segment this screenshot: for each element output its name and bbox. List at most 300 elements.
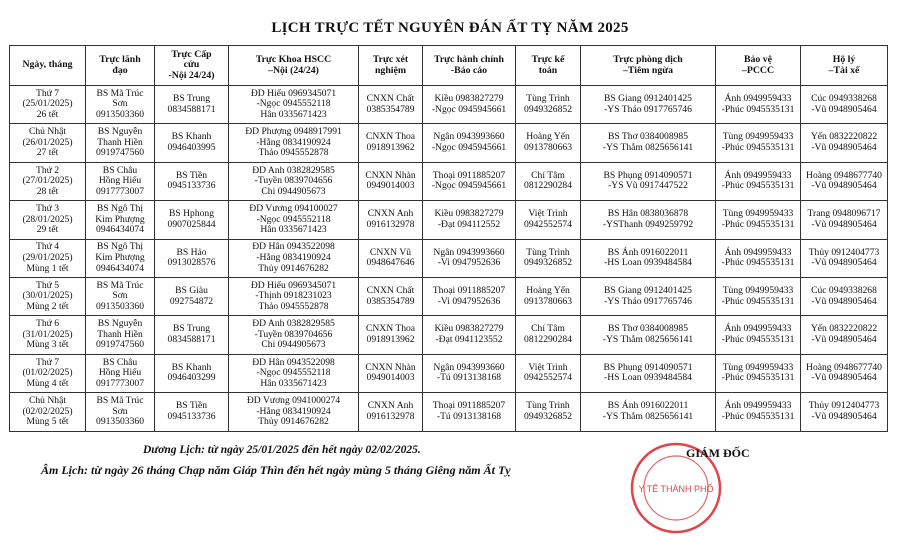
cell-line: Thứ 7: [35, 87, 60, 99]
cell-line: 0385354789: [366, 103, 415, 115]
table-row: [10, 354, 888, 392]
header-line: Trực lãnh: [99, 53, 141, 65]
cell-line: -Phúc 0945535131: [721, 295, 795, 307]
cell-line: Mùng 1 tết: [26, 262, 69, 274]
cell-line: -Vũ 0948905464: [811, 410, 877, 422]
cell-line: -Vũ 0948905464: [811, 142, 877, 154]
cell-line: Ánh 0949959433: [724, 323, 792, 335]
cell-line: Mùng 5 tết: [26, 416, 69, 428]
cell-line: 0945133736: [167, 180, 216, 192]
cell-line: BS Ngô Thị: [96, 241, 144, 253]
cell-line: -Ngọc 0945552118: [256, 213, 331, 225]
table-cell: [86, 124, 155, 162]
cell-line: Ngân 0943993660: [433, 246, 505, 258]
cell-line: Thủy 0914676282: [258, 262, 329, 274]
cell-line: (30/01/2025): [22, 290, 73, 302]
cell-line: CNXN Chất: [366, 93, 415, 105]
note-duong-lich: Dương Lịch: từ ngày 25/01/2025 đến hết ngày 02/02/2025.: [143, 444, 421, 456]
cell-line: (25/01/2025): [22, 98, 73, 110]
cell-line: ĐD Hiếu 0969345071: [250, 279, 337, 291]
table-row: [10, 86, 888, 124]
cell-line: BS Mã Trúc: [96, 279, 144, 291]
cell-line: 0913503360: [96, 300, 144, 312]
table-cell: [10, 201, 86, 239]
table-cell: [516, 354, 581, 392]
cell-line: ĐD Anh 0382829585: [252, 164, 335, 176]
table-cell: [359, 239, 423, 277]
cell-line: Hoàng Yến: [526, 285, 570, 297]
cell-line: Mùng 4 tết: [26, 377, 69, 389]
header-line: Trực Khoa HSCC: [255, 53, 332, 65]
table-cell: [516, 316, 581, 354]
table-cell: [86, 354, 155, 392]
cell-line: 0913780663: [524, 142, 572, 154]
cell-line: 0949326852: [524, 103, 572, 115]
table-cell: [86, 201, 155, 239]
cell-line: Ánh 0949959433: [724, 93, 792, 105]
cell-line: Việt Trình: [528, 361, 568, 373]
cell-line: 0916132978: [366, 410, 415, 422]
cell-line: -HS Loan 0939484584: [604, 372, 692, 384]
table-cell: [155, 393, 229, 431]
cell-line: BS Nguyễn: [97, 126, 143, 138]
cell-line: 0949014003: [366, 180, 415, 192]
column-header: [581, 46, 716, 86]
cell-line: -Tuyền 0839704656: [254, 175, 333, 187]
table-cell: [359, 316, 423, 354]
table-cell: [229, 239, 359, 277]
cell-line: Ngân 0943993660: [433, 131, 505, 143]
cell-line: 0946403995: [167, 142, 216, 154]
cell-line: -Vũ 0948905464: [811, 180, 877, 192]
cell-line: (28/01/2025): [22, 213, 73, 225]
cell-line: (31/01/2025): [22, 328, 73, 340]
cell-line: BS Hphong: [168, 208, 215, 220]
cell-line: BS Tiền: [175, 169, 208, 181]
cell-line: -Phúc 0945535131: [721, 334, 795, 346]
cell-line: -Ngọc 0945945661: [431, 180, 507, 192]
table-cell: [229, 277, 359, 315]
column-header: [155, 46, 229, 86]
table-cell: [229, 316, 359, 354]
cell-line: 0812290284: [524, 334, 572, 346]
cell-line: 0917773007: [96, 377, 144, 389]
table-cell: [716, 86, 801, 124]
table-cell: [423, 201, 516, 239]
cell-line: 0913780663: [524, 295, 572, 307]
column-header: [86, 46, 155, 86]
cell-line: -YS Vũ 0917447522: [608, 180, 688, 192]
cell-line: 26 tết: [36, 108, 59, 120]
cell-line: 0949326852: [524, 410, 572, 422]
column-header: [229, 46, 359, 86]
cell-line: ĐD Anh 0382829585: [252, 318, 335, 330]
cell-line: -Phúc 0945535131: [721, 410, 795, 422]
cell-line: Chí Tâm: [531, 323, 565, 335]
cell-line: 0919747560: [96, 339, 144, 351]
table-row: [10, 201, 888, 239]
table-cell: [716, 124, 801, 162]
cell-line: ĐD Phượng 0948917991: [245, 126, 342, 138]
table-row: [10, 316, 888, 354]
header-line: –Nội (24/24): [268, 64, 319, 76]
cell-line: Chi 0944905673: [261, 339, 326, 351]
cell-line: Cúc 0949338268: [811, 285, 877, 297]
table-cell: [155, 277, 229, 315]
duty-schedule-table: [9, 45, 888, 432]
table-cell: [155, 354, 229, 392]
table-cell: [423, 316, 516, 354]
cell-line: Hồng Hiếu: [98, 175, 142, 187]
table-cell: [423, 239, 516, 277]
column-header: [516, 46, 581, 86]
header-line: -Nội 24/24): [168, 69, 215, 81]
cell-line: BS Giàu: [175, 285, 208, 297]
cell-line: Hoàng 0948677740: [806, 361, 882, 373]
cell-line: -Tú 0913138168: [436, 410, 502, 422]
table-cell: [359, 354, 423, 392]
cell-line: Thanh Hiền: [97, 328, 143, 340]
cell-line: 27 tết: [36, 147, 59, 159]
table-cell: [801, 201, 888, 239]
cell-line: 0913028576: [167, 257, 216, 269]
note-am-lich: Âm Lịch: từ ngày 26 tháng Chạp năm Giáp Thìn đến hết ngày mùng 5 tháng Giêng năm Ất Tỵ: [41, 463, 511, 477]
table-cell: [10, 354, 86, 392]
table-cell: [716, 162, 801, 200]
table-cell: [10, 162, 86, 200]
header-line: Trực Cấp: [171, 48, 212, 60]
cell-line: 0946434074: [96, 262, 144, 274]
cell-line: BS Trung: [172, 323, 211, 335]
cell-line: Thứ 5: [35, 279, 60, 291]
cell-line: -YSThanh 0949259792: [602, 218, 694, 230]
cell-line: Kiều 0983827279: [434, 208, 504, 220]
table-cell: [516, 393, 581, 431]
table-row: [10, 124, 888, 162]
cell-line: 0948647646: [366, 257, 415, 269]
table-cell: [516, 201, 581, 239]
cell-line: Việt Trình: [528, 208, 568, 220]
cell-line: Hồng Hiếu: [98, 367, 142, 379]
cell-line: Sơn: [112, 98, 128, 110]
table-cell: [359, 86, 423, 124]
cell-line: -Vũ 0948905464: [811, 257, 877, 269]
cell-line: CNXN Anh: [367, 400, 414, 412]
cell-line: Hoàng 0948677740: [806, 169, 882, 181]
cell-line: Tùng Trình: [526, 400, 570, 412]
cell-line: 0946403299: [167, 372, 216, 384]
cell-line: Ánh 0949959433: [724, 169, 792, 181]
cell-line: 092754872: [169, 295, 214, 307]
table-cell: [86, 277, 155, 315]
cell-line: 0945133736: [167, 410, 216, 422]
cell-line: Hoàng Yến: [526, 131, 570, 143]
cell-line: -Ngọc 0945552118: [256, 367, 331, 379]
cell-line: 0918913962: [366, 142, 415, 154]
header-line: Trực phòng dịch: [613, 53, 683, 65]
cell-line: BS Thơ 0384008985: [607, 323, 689, 335]
header-line: Bảo vệ: [743, 53, 773, 65]
header-line: cứu: [183, 59, 200, 71]
header-row: [10, 46, 888, 86]
column-header: [716, 46, 801, 86]
cell-line: CNXN Chất: [366, 285, 415, 297]
cell-line: Hân 0335671423: [260, 108, 327, 120]
table-cell: [86, 239, 155, 277]
cell-line: 29 tết: [36, 224, 59, 236]
cell-line: BS Khanh: [171, 131, 212, 143]
table-cell: [516, 86, 581, 124]
cell-line: BS Ngô Thị: [96, 202, 144, 214]
table-cell: [229, 86, 359, 124]
cell-line: Mùng 3 tết: [26, 339, 69, 351]
cell-line: (26/01/2025): [22, 136, 73, 148]
cell-line: BS Thơ 0384008985: [607, 131, 689, 143]
cell-line: -Đạt 0941123552: [435, 334, 503, 346]
table-cell: [716, 393, 801, 431]
table-cell: [86, 86, 155, 124]
table-cell: [581, 124, 716, 162]
table-cell: [10, 277, 86, 315]
cell-line: Thứ 2: [35, 164, 60, 176]
table-cell: [516, 124, 581, 162]
cell-line: BS Giang 0912401425: [604, 93, 692, 105]
cell-line: CNXN Thoa: [365, 131, 416, 143]
table-cell: [581, 239, 716, 277]
cell-line: -Hằng 0834190924: [256, 405, 331, 417]
cell-line: 0907025844: [167, 218, 216, 230]
table-cell: [155, 239, 229, 277]
cell-line: Thảo 0945552878: [258, 147, 329, 159]
table-cell: [801, 393, 888, 431]
cell-line: -Vũ 0948905464: [811, 372, 877, 384]
table-cell: [86, 393, 155, 431]
cell-line: Yến 0832220822: [810, 131, 878, 143]
cell-line: -Hằng 0834190924: [256, 136, 331, 148]
cell-line: -YS Thắm 0825656141: [602, 410, 694, 422]
table-cell: [229, 124, 359, 162]
cell-line: Cúc 0949338268: [811, 93, 877, 105]
cell-line: Tùng Trình: [526, 93, 570, 105]
cell-line: Thứ 6: [35, 318, 60, 330]
cell-line: Thứ 3: [35, 202, 60, 214]
table-cell: [423, 124, 516, 162]
table-cell: [716, 316, 801, 354]
header-line: nghiệm: [374, 64, 407, 76]
cell-line: BS Phụng 0914090571: [603, 361, 693, 373]
cell-line: 0913503360: [96, 108, 144, 120]
cell-line: ĐD Hiếu 0969345071: [250, 87, 337, 99]
cell-line: Chi 0944905673: [261, 185, 326, 197]
table-cell: [581, 162, 716, 200]
cell-line: CNXN Thoa: [365, 323, 416, 335]
table-cell: [359, 393, 423, 431]
cell-line: BS Ánh 0916022011: [607, 246, 689, 258]
cell-line: Yến 0832220822: [810, 323, 878, 335]
cell-line: ĐD Vương 0941000274: [246, 394, 341, 406]
header-line: –Tài xế: [828, 64, 860, 76]
cell-line: 0913503360: [96, 416, 144, 428]
table-cell: [801, 86, 888, 124]
cell-line: BS Tiền: [175, 400, 208, 412]
cell-line: Ánh 0949959433: [724, 400, 792, 412]
table-cell: [423, 277, 516, 315]
cell-line: Tùng 0949959433: [722, 131, 794, 143]
table-cell: [155, 316, 229, 354]
table-cell: [581, 277, 716, 315]
cell-line: CNXN Nhàn: [365, 361, 416, 373]
header-line: -Báo cáo: [450, 64, 488, 76]
header-line: –Tiêm ngừa: [622, 64, 674, 76]
cell-line: -YS Thảo 0917765746: [604, 103, 692, 115]
column-header: [10, 46, 86, 86]
table-cell: [155, 86, 229, 124]
table-cell: [359, 201, 423, 239]
table-cell: [801, 316, 888, 354]
cell-line: Trang 0948096717: [807, 208, 881, 220]
table-cell: [801, 277, 888, 315]
cell-line: BS Mã Trúc: [96, 394, 144, 406]
table-cell: [155, 124, 229, 162]
cell-line: -YS Thắm 0825656141: [602, 334, 694, 346]
cell-line: BS Ánh 0916022011: [607, 400, 689, 412]
cell-line: Kim Phượng: [95, 213, 145, 225]
cell-line: (27/01/2025): [22, 175, 73, 187]
table-cell: [10, 316, 86, 354]
table-cell: [516, 162, 581, 200]
signature-title: GIÁM ĐỐC: [686, 446, 750, 460]
table-cell: [581, 354, 716, 392]
table-row: [10, 277, 888, 315]
table-cell: [229, 201, 359, 239]
table-cell: [10, 239, 86, 277]
cell-line: -Vi 0947952636: [437, 295, 501, 307]
cell-line: -Phúc 0945535131: [721, 180, 795, 192]
table-cell: [229, 393, 359, 431]
cell-line: -YS Thảo 0917765746: [604, 295, 692, 307]
table-cell: [801, 124, 888, 162]
cell-line: 0917773007: [96, 185, 144, 197]
cell-line: 0812290284: [524, 180, 572, 192]
table-cell: [229, 162, 359, 200]
cell-line: BS Châu: [102, 164, 138, 176]
cell-line: Kiều 0983827279: [434, 323, 504, 335]
table-cell: [516, 239, 581, 277]
cell-line: -YS Thắm 0825656141: [602, 142, 694, 154]
cell-line: 0385354789: [366, 295, 415, 307]
cell-line: Chủ Nhật: [28, 126, 67, 138]
cell-line: Thủy 0914676282: [258, 416, 329, 428]
cell-line: -Tuyền 0839704656: [254, 328, 333, 340]
cell-line: Tùng 0949959433: [722, 285, 794, 297]
cell-line: BS Phụng 0914090571: [603, 169, 693, 181]
cell-line: BS Hân 0838036878: [607, 208, 689, 220]
header-line: đạo: [112, 64, 128, 76]
table-cell: [801, 239, 888, 277]
cell-line: -Vũ 0948905464: [811, 218, 877, 230]
cell-line: Tùng Trình: [526, 246, 570, 258]
cell-line: Tùng 0949959433: [722, 208, 794, 220]
cell-line: 0918913962: [366, 334, 415, 346]
table-row: [10, 162, 888, 200]
cell-line: BS Nguyễn: [97, 318, 143, 330]
cell-line: CNXN Vũ: [369, 246, 412, 258]
cell-line: (01/02/2025): [22, 367, 73, 379]
table-cell: [229, 354, 359, 392]
cell-line: -HS Loan 0939484584: [604, 257, 692, 269]
cell-line: -Vũ 0948905464: [811, 103, 877, 115]
cell-line: ĐD Hân 0943522098: [252, 356, 335, 368]
table-cell: [581, 316, 716, 354]
cell-line: Thoại 0911885207: [432, 169, 506, 181]
cell-line: Ngân 0943993660: [433, 361, 505, 373]
cell-line: -Ngọc 0945945661: [431, 103, 507, 115]
cell-line: -Ngọc 0945552118: [256, 98, 331, 110]
cell-line: Hân 0335671423: [260, 224, 327, 236]
cell-line: (02/02/2025): [22, 405, 73, 417]
table-cell: [10, 393, 86, 431]
cell-line: 0946434074: [96, 224, 144, 236]
cell-line: Thảo 0945552878: [258, 300, 329, 312]
table-cell: [801, 354, 888, 392]
cell-line: -Phúc 0945535131: [721, 257, 795, 269]
table-cell: [155, 162, 229, 200]
table-cell: [581, 201, 716, 239]
cell-line: 0942552574: [524, 372, 572, 384]
cell-line: ĐD Vương 094100027: [249, 202, 338, 214]
cell-line: Mùng 2 tết: [26, 300, 69, 312]
cell-line: Thứ 4: [35, 241, 60, 253]
table-cell: [86, 162, 155, 200]
page-title: LỊCH TRỰC TẾT NGUYÊN ĐÁN ẤT TỴ NĂM 2025: [271, 20, 629, 36]
cell-line: 0919747560: [96, 147, 144, 159]
table-cell: [801, 162, 888, 200]
cell-line: 0834588171: [167, 103, 216, 115]
cell-line: 0949326852: [524, 257, 572, 269]
cell-line: Sơn: [112, 405, 128, 417]
cell-line: Chí Tâm: [531, 169, 565, 181]
cell-line: -Vi 0947952636: [437, 257, 501, 269]
table-cell: [423, 162, 516, 200]
cell-line: BS Châu: [102, 356, 138, 368]
table-row: [10, 239, 888, 277]
cell-line: (29/01/2025): [22, 251, 73, 263]
cell-line: Kiều 0983827279: [434, 93, 504, 105]
cell-line: Kim Phượng: [95, 251, 145, 263]
cell-line: CNXN Anh: [367, 208, 414, 220]
header-line: Trực kế: [531, 53, 565, 65]
cell-line: Thủy 0912404773: [808, 400, 880, 412]
cell-line: Thủy 0912404773: [808, 246, 880, 258]
header-line: toán: [538, 64, 558, 76]
table-cell: [423, 86, 516, 124]
cell-line: -Phúc 0945535131: [721, 372, 795, 384]
table-cell: [155, 201, 229, 239]
cell-line: BS Giang 0912401425: [604, 285, 692, 297]
column-header: [359, 46, 423, 86]
table-cell: [423, 354, 516, 392]
cell-line: -Thịnh 0918231023: [255, 290, 332, 302]
table-cell: [716, 354, 801, 392]
cell-line: -Phúc 0945535131: [721, 103, 795, 115]
cell-line: 0834588171: [167, 334, 216, 346]
cell-line: ĐD Hân 0943522098: [252, 241, 335, 253]
cell-line: Thanh Hiền: [97, 136, 143, 148]
cell-line: BS Trung: [172, 93, 211, 105]
cell-line: 0916132978: [366, 218, 415, 230]
cell-line: 0949014003: [366, 372, 415, 384]
header-line: Trực hành chính: [434, 53, 504, 65]
